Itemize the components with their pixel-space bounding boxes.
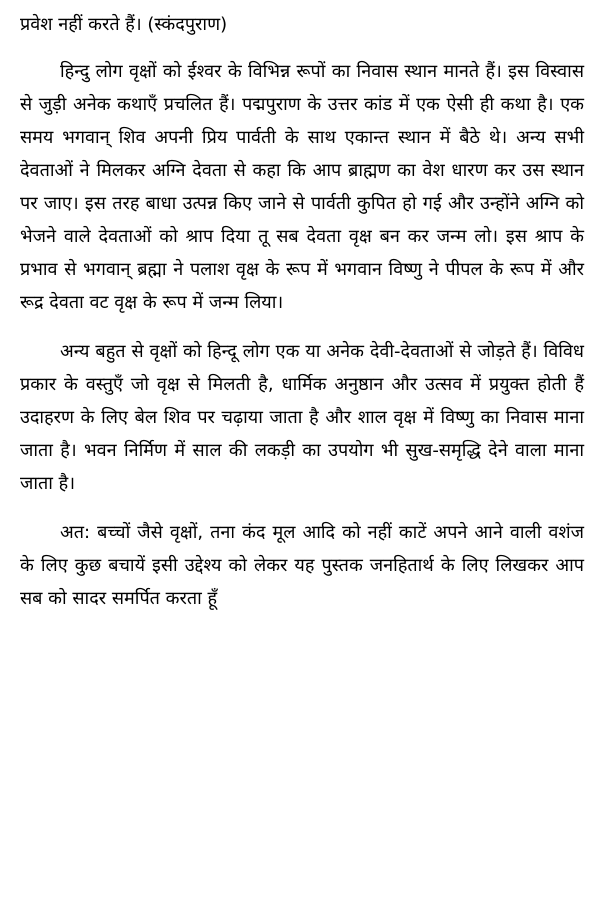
paragraph-trees-abode-of-gods: हिन्दु लोग वृक्षों को ईश्वर के विभिन्न रूपों का निवास स्थान मानते हैं। इस विस्वास से जुड़ी अनेक कथाएँ प्रचलित हैं। पद्मपुराण के उत्तर कांड में एक ऐसी ही कथा है। एक समय भगवान् शिव अपनी प्रिय पार्वती के साथ एकान्त स्थान में बैठे थे। अन्य सभी देवताओं ने मिलकर अग्नि देवता से कहा कि आप ब्राह्मण का वेश धारण कर उस स्थान पर जाए। इस तरह बाधा उत्पन्न किए जाने से पार्वती कुपित हो गई और उन्होंने अग्नि को भेजने वाले देवताओं को श्राप दिया तू सब देवता वृक्ष बन कर जन्म लो। इस श्राप के प्रभाव से भगवान् ब्रह्मा ने पलाश वृक्ष के रूप में भगवान विष्णु ने पीपल के रूप में और रूद्र देवता वट वृक्ष के रूप में जन्म लिया। — [20, 61, 584, 313]
document-page — [20, 8, 584, 615]
continuation-line: प्रवेश नहीं करते हैं। (स्कंदपुराण) — [20, 14, 228, 35]
paragraph-dedication: अत: बच्चों जैसे वृक्षों, तना कंद मूल आदि को नहीं काटें अपने आने वाली वशंज के लिए कुछ बचायें इसी उद्देश्य को लेकर यह पुस्तक जनहितार्थ के लिए लिखकर आप सब को सादर समर्पित करता हूँ — [20, 522, 584, 609]
paragraph-trees-and-deities: अन्य बहुत से वृक्षों को हिन्दू लोग एक या अनेक देवी-देवताओं से जोड़ते हैं। विविध प्रकार के वस्तुएँ जो वृक्ष से मिलती है, धार्मिक अनुष्ठान और उत्सव में प्रयुक्त होती हैं उदाहरण के लिए बेल शिव पर चढ़ाया जाता है और शाल वृक्ष में विष्णु का निवास माना जाता है। भवन निर्मिण में साल की लकड़ी का उपयोग भी सुख-समृद्धि देने वाला माना जाता है। — [20, 341, 584, 494]
